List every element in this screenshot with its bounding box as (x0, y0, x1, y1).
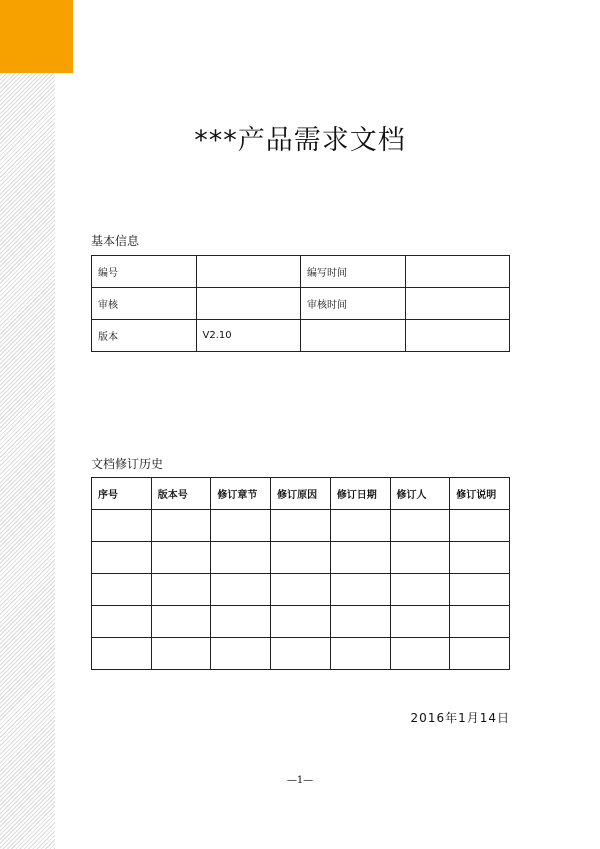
table-cell (196, 288, 301, 320)
table-cell (211, 542, 271, 574)
table-cell (390, 638, 450, 670)
table-cell (271, 510, 331, 542)
table-row (92, 574, 510, 606)
document-title: ***产品需求文档 (194, 125, 406, 156)
table-cell (330, 606, 390, 638)
table-cell (151, 510, 211, 542)
corner-accent-block (0, 0, 73, 73)
column-header: 修订说明 (450, 478, 510, 510)
table-cell: 版本 (92, 320, 197, 352)
column-header: 修订章节 (211, 478, 271, 510)
table-cell (450, 606, 510, 638)
document-date: 2016年1月14日 (410, 711, 510, 725)
column-header: 修订日期 (330, 478, 390, 510)
table-cell: V2.10 (196, 320, 301, 352)
table-header-row (92, 478, 510, 510)
table-cell (271, 606, 331, 638)
page-number: —1— (286, 775, 314, 786)
table-cell (450, 542, 510, 574)
column-header: 修订原因 (271, 478, 331, 510)
table-row (92, 638, 510, 670)
table-row (92, 256, 510, 288)
table-cell (390, 574, 450, 606)
basic-info-heading: 基本信息 (91, 234, 140, 248)
table-cell (301, 320, 406, 352)
table-cell (405, 256, 510, 288)
table-cell (330, 574, 390, 606)
table-cell (211, 574, 271, 606)
table-cell: 审核时间 (301, 288, 406, 320)
table-cell (390, 510, 450, 542)
basic-info-table (91, 255, 510, 352)
table-cell (271, 542, 331, 574)
table-cell (271, 638, 331, 670)
table-row (92, 606, 510, 638)
table-cell (211, 510, 271, 542)
column-header: 版本号 (151, 478, 211, 510)
column-header: 序号 (92, 478, 152, 510)
table-cell (330, 638, 390, 670)
table-cell (390, 542, 450, 574)
table-cell (151, 638, 211, 670)
table-cell (92, 574, 152, 606)
table-cell: 编号 (92, 256, 197, 288)
revision-history-table (91, 477, 510, 670)
table-cell (92, 606, 152, 638)
table-cell (450, 638, 510, 670)
table-cell (211, 638, 271, 670)
table-cell (151, 542, 211, 574)
table-cell (92, 542, 152, 574)
table-cell (271, 574, 331, 606)
table-cell: 审核 (92, 288, 197, 320)
column-header: 修订人 (390, 478, 450, 510)
table-cell: 编写时间 (301, 256, 406, 288)
table-cell (92, 510, 152, 542)
table-cell (151, 606, 211, 638)
table-cell (405, 320, 510, 352)
table-cell (390, 606, 450, 638)
table-cell (92, 638, 152, 670)
table-cell (405, 288, 510, 320)
table-cell (450, 574, 510, 606)
revision-history-heading: 文档修订历史 (91, 457, 164, 471)
table-cell (211, 606, 271, 638)
table-row (92, 510, 510, 542)
table-cell (196, 256, 301, 288)
table-row (92, 288, 510, 320)
table-cell (330, 542, 390, 574)
table-row (92, 320, 510, 352)
table-cell (330, 510, 390, 542)
table-cell (450, 510, 510, 542)
table-cell (151, 574, 211, 606)
table-row (92, 542, 510, 574)
